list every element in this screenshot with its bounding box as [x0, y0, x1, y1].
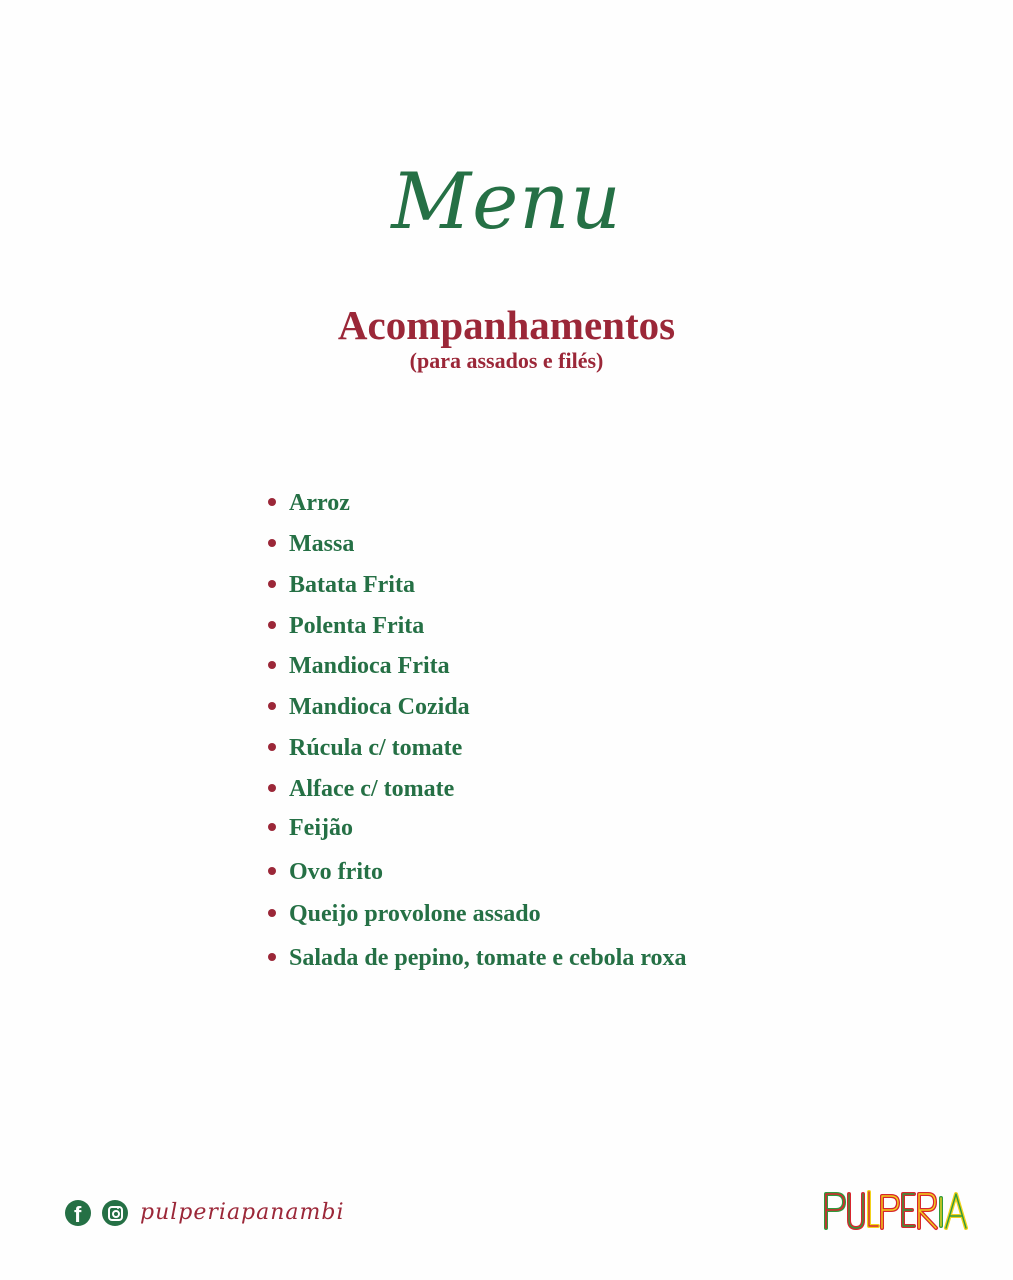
menu-item [268, 692, 470, 722]
pulperia-logo [820, 1186, 970, 1234]
bullet-icon [268, 661, 276, 669]
menu-item-label: Queijo provolone assado [289, 901, 541, 927]
menu-item [268, 813, 353, 843]
menu-item [268, 611, 424, 641]
section-title: Acompanhamentos [337, 302, 676, 348]
menu-item-label: Alface c/ tomate [289, 776, 455, 802]
bullet-icon [268, 580, 276, 588]
social-handle[interactable]: pulperiapanambi [140, 1200, 345, 1225]
bullet-icon [268, 909, 276, 917]
menu-item [268, 943, 687, 973]
menu-item-label: Arroz [289, 490, 350, 516]
facebook-icon[interactable]: f [65, 1200, 91, 1226]
bullet-icon [268, 498, 276, 506]
instagram-icon[interactable] [102, 1200, 128, 1226]
bullet-icon [268, 621, 276, 629]
section-subtitle: (para assados e filés) [409, 348, 604, 373]
menu-item [268, 899, 541, 929]
bullet-icon [268, 823, 276, 831]
menu-item-label: Rúcula c/ tomate [289, 735, 463, 761]
bullet-icon [268, 743, 276, 751]
bullet-icon [268, 539, 276, 547]
menu-item [268, 488, 350, 518]
menu-item [268, 651, 450, 681]
menu-item-label: Mandioca Frita [289, 653, 450, 679]
menu-item [268, 857, 383, 887]
menu-item-label: Massa [289, 531, 355, 557]
page-title: Menu [391, 157, 622, 247]
bullet-icon [268, 784, 276, 792]
menu-item-label: Salada de pepino, tomate e cebola roxa [289, 945, 687, 971]
menu-item-label: Ovo frito [289, 859, 383, 885]
menu-item-label: Polenta Frita [289, 613, 425, 639]
menu-item [268, 570, 415, 600]
bullet-icon [268, 867, 276, 875]
menu-item [268, 529, 354, 559]
bullet-icon [268, 702, 276, 710]
menu-item-label: Feijão [289, 815, 353, 841]
menu-item [268, 774, 454, 804]
menu-item-label: Mandioca Cozida [289, 694, 470, 720]
menu-item [268, 733, 462, 763]
bullet-icon [268, 953, 276, 961]
menu-item-label: Batata Frita [289, 572, 415, 598]
